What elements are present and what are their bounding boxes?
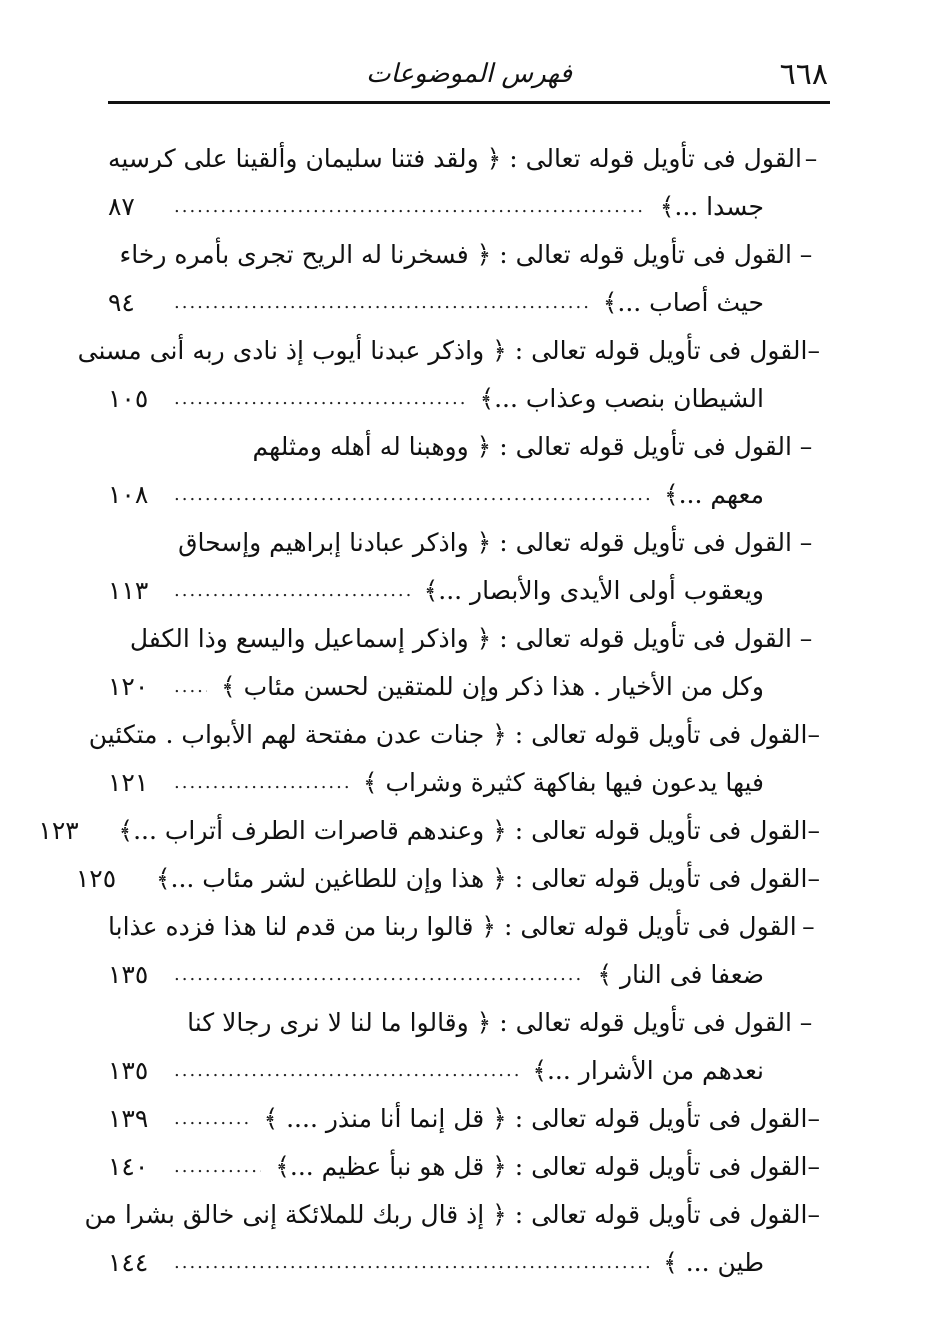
entry-text: ضعفا فى النار ﴾	[597, 959, 764, 989]
entry-text: نعدهم من الأشرار ...﴾	[532, 1055, 764, 1085]
dot-leader	[174, 388, 465, 409]
entry-dash: –	[807, 1199, 820, 1229]
dot-leader	[174, 772, 349, 793]
entry-text: القول فى تأويل قوله تعالى : ﴿ وقالوا ما لنا لا نرى رجالا كنا	[187, 1007, 792, 1037]
toc-entry	[108, 518, 820, 566]
entry-text: جسدا ...﴾	[659, 191, 764, 221]
toc-entry	[108, 230, 820, 278]
entry-dash: –	[799, 1007, 813, 1037]
entry-dash: –	[802, 911, 815, 941]
dot-leader	[174, 580, 410, 601]
toc-entry	[108, 1142, 820, 1190]
toc-entry	[108, 998, 820, 1046]
dot-leader	[174, 484, 650, 505]
toc-entry-continuation	[108, 1238, 820, 1286]
entry-text: فيها يدعون فيها بفاكهة كثيرة وشراب ﴾	[362, 767, 764, 797]
page-number: ٦٦٨	[779, 57, 828, 92]
entry-page-number: ١٢٥	[75, 863, 117, 893]
entry-page-number: ١٣٥	[108, 959, 149, 989]
toc-entry	[108, 134, 820, 182]
toc-entry	[75, 854, 820, 902]
dot-leader	[174, 1252, 649, 1273]
entry-dash: –	[807, 719, 820, 749]
entry-text: معهم ...﴾	[663, 479, 764, 509]
entry-text: القول فى تأويل قوله تعالى : ﴿ وعندهم قاصرات الطرف أتراب ...﴾	[118, 815, 808, 845]
dot-leader	[174, 292, 589, 313]
entry-dash: –	[807, 815, 820, 845]
entry-text: القول فى تأويل قوله تعالى : ﴿ قالوا ربنا من قدم لنا هذا فزده عذابا	[108, 911, 797, 941]
toc-entry	[108, 1094, 820, 1142]
entry-page-number: ١٢٣	[38, 815, 79, 845]
entry-text: القول فى تأويل قوله تعالى : ﴿ جنات عدن مفتحة لهم الأبواب . متكئين	[88, 719, 808, 749]
entry-text: وكل من الأخيار . هذا ذكر وإن للمتقين لحسن مئاب ﴾	[220, 671, 764, 701]
entry-dash: –	[799, 431, 813, 461]
entry-text: القول فى تأويل قوله تعالى : ﴿ واذكر عبدنا أيوب إذ نادى ربه أنى مسنى	[77, 335, 808, 365]
entry-dash: –	[799, 527, 813, 557]
toc-entry	[38, 806, 820, 854]
toc-entry	[108, 902, 820, 950]
entry-page-number: ١٢٠	[108, 671, 149, 701]
toc-entry	[108, 422, 820, 470]
entry-dash: –	[807, 335, 820, 365]
entry-text: ويعقوب أولى الأيدى والأبصار ...﴾	[423, 575, 764, 605]
toc-entry	[108, 614, 820, 662]
entry-text: الشيطان بنصب وعذاب ...﴾	[479, 383, 764, 413]
toc-entry-continuation	[108, 1046, 820, 1094]
entry-text: القول فى تأويل قوله تعالى : ﴿ فسخرنا له الريح تجرى بأمره رخاء	[119, 239, 792, 269]
entry-page-number: ١٣٥	[108, 1055, 149, 1085]
dot-leader	[174, 964, 583, 985]
page-header	[108, 55, 830, 104]
entry-text: طين ... ﴾	[663, 1247, 764, 1277]
toc-entry-continuation	[108, 374, 820, 422]
toc-entry	[77, 326, 820, 374]
running-title: فهرس الموضوعات	[366, 59, 572, 89]
entry-page-number: ٨٧	[108, 191, 135, 221]
entry-text: القول فى تأويل قوله تعالى : ﴿ إذ قال ربك للملائكة إنى خالق بشرا من	[84, 1199, 808, 1229]
entry-page-number: ١٤٤	[108, 1247, 149, 1277]
entry-page-number: ١٤٠	[108, 1151, 149, 1181]
entry-text: القول فى تأويل قوله تعالى : ﴿ ووهبنا له أهله ومثلهم	[252, 431, 792, 461]
entry-page-number: ١٣٩	[108, 1103, 149, 1133]
dot-leader	[174, 196, 646, 217]
entry-page-number: ١٠٥	[108, 383, 149, 413]
toc-entry-continuation	[108, 182, 820, 230]
entry-text: حيث أصاب ...﴾	[602, 287, 764, 317]
dot-leader	[174, 1060, 518, 1081]
entry-text: القول فى تأويل قوله تعالى : ﴿ هذا وإن للطاغين لشر مئاب ...﴾	[155, 863, 808, 893]
entry-text: القول فى تأويل قوله تعالى : ﴿ ولقد فتنا سليمان وألقينا على كرسيه	[108, 143, 802, 173]
entry-page-number: ٩٤	[108, 287, 135, 317]
toc-entry-continuation	[108, 662, 820, 710]
entry-page-number: ١١٣	[108, 575, 149, 605]
entry-dash: –	[807, 1151, 820, 1181]
toc-entry-continuation	[108, 470, 820, 518]
toc-entry-continuation	[108, 566, 820, 614]
entry-dash: –	[807, 1103, 820, 1133]
entry-text: القول فى تأويل قوله تعالى : ﴿ قل إنما أنا منذر .... ﴾	[263, 1103, 808, 1133]
entry-text: القول فى تأويل قوله تعالى : ﴿ واذكر عبادنا إبراهيم وإسحاق	[178, 527, 792, 557]
toc-entry-continuation	[108, 278, 820, 326]
entry-dash: –	[807, 863, 820, 893]
toc-entry-continuation	[108, 758, 820, 806]
entry-dash: –	[799, 623, 813, 653]
entry-dash: –	[799, 239, 813, 269]
toc-entry-continuation	[108, 950, 820, 998]
entry-page-number: ١٠٨	[108, 479, 149, 509]
dot-leader	[174, 1156, 261, 1177]
toc-entry	[84, 1190, 820, 1238]
dot-leader	[174, 676, 207, 697]
entry-text: القول فى تأويل قوله تعالى : ﴿ واذكر إسماعيل واليسع وذا الكفل	[129, 623, 792, 653]
entry-dash: –	[804, 143, 818, 173]
dot-leader	[174, 1108, 250, 1129]
table-of-contents	[38, 134, 820, 1286]
toc-entry	[88, 710, 820, 758]
entry-text: القول فى تأويل قوله تعالى : ﴿ قل هو نبأ عظيم ...﴾	[275, 1151, 808, 1181]
entry-page-number: ١٢١	[108, 767, 149, 797]
